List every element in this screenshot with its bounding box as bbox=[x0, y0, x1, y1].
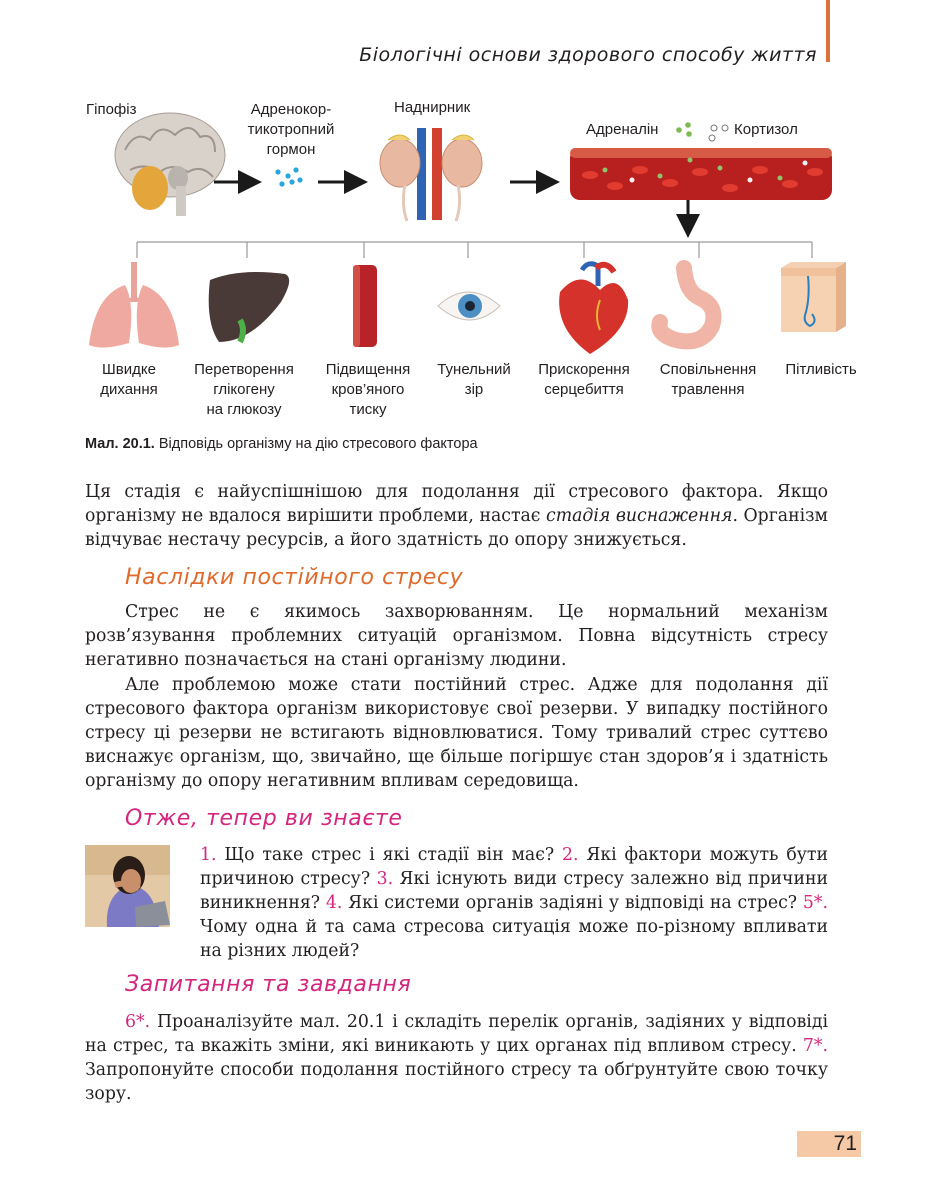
stressed-person-photo bbox=[85, 845, 170, 927]
kidney-adrenal-icon bbox=[380, 128, 482, 221]
brain-icon bbox=[115, 113, 225, 216]
figure-20-1 bbox=[0, 0, 935, 460]
tasks bbox=[85, 1010, 828, 1106]
question-4-number: 4. bbox=[325, 893, 343, 913]
lungs-icon bbox=[89, 262, 179, 348]
page-number: 71 bbox=[797, 1131, 861, 1157]
eye-icon bbox=[438, 292, 500, 320]
organ-label-line: Підвищення bbox=[325, 361, 411, 378]
organ-label-line: Перетворення bbox=[194, 361, 294, 378]
organ-label-line: Тунельний bbox=[437, 361, 511, 378]
stomach-icon bbox=[659, 268, 713, 341]
label-adrenaline: Адреналін bbox=[586, 121, 659, 138]
question-2: Які фактори можуть бути причиною стресу? bbox=[200, 845, 828, 889]
organ-label-eye bbox=[428, 360, 520, 400]
organ-label-liver bbox=[182, 360, 306, 420]
label-acth-line2: тикотропний bbox=[247, 121, 335, 138]
question-2-number: 2. bbox=[562, 845, 579, 865]
paragraph-1-text-end: . Організм відчуває нестачу ресурсів, а його здатність до опору знижується. bbox=[85, 506, 828, 550]
organ-label-line: кров’яного bbox=[331, 381, 405, 398]
label-acth-line1: Адренокор- bbox=[250, 101, 332, 118]
label-pituitary: Гіпофіз bbox=[86, 101, 137, 118]
heading-questions-tasks: Запитання та завдання bbox=[125, 972, 412, 997]
paragraph-3: Але проблемою може стати постійний стрес. Адже для подолання дії стресового фактора організм використовує свої резерви. У випадку постійного стресу ці резерви не встигають відновлюватися. Тому тривалий стрес суттєво виснажує організм, що, звичайно, ще більше погіршує стан здоров’я і здатність організму до опору негативним впливам середовища. bbox=[85, 675, 828, 791]
organ-label-line: Пітливість bbox=[785, 361, 857, 378]
organ-label-line: зір bbox=[464, 381, 484, 398]
task-6-number: 6*. bbox=[125, 1012, 151, 1032]
question-4: Які системи органів задіяні у відповіді на стрес? bbox=[342, 893, 803, 913]
question-5: Чому одна й та сама стресова ситуація може по-різному впливати на різних людей? bbox=[200, 917, 828, 961]
cortisol-dots-icon bbox=[709, 125, 728, 141]
blood-vessel-long-icon bbox=[570, 148, 832, 200]
organ-label-line: Прискорення bbox=[538, 361, 630, 378]
label-acth-line3: гормон bbox=[266, 141, 316, 158]
question-3-number: 3. bbox=[376, 869, 394, 889]
organ-label-heart bbox=[526, 360, 642, 400]
organ-label-line: Швидке bbox=[102, 361, 156, 378]
acth-dots-icon bbox=[275, 167, 302, 186]
caption-text: Відповідь організму на дію стресового фактора bbox=[154, 436, 478, 452]
organ-label-line: глікогену bbox=[213, 381, 275, 398]
organ-label-line: серцебиття bbox=[544, 381, 624, 398]
task-7-number: 7*. bbox=[802, 1036, 828, 1056]
organ-label-line: тиску bbox=[349, 401, 387, 418]
running-title: Біологічні основи здорового способу життя bbox=[359, 44, 817, 66]
review-questions bbox=[200, 843, 828, 963]
label-adrenal: Наднирник bbox=[394, 99, 471, 116]
organ-label-line: травлення bbox=[671, 381, 745, 398]
question-5-number: 5*. bbox=[802, 893, 828, 913]
task-7: Запропонуйте способи подолання постійного стресу та обґрунтуйте свою точку зору. bbox=[85, 1060, 828, 1104]
heading-now-you-know: Отже, тепер ви знаєте bbox=[125, 806, 403, 831]
stressed-person-icon bbox=[85, 845, 170, 927]
adrenaline-dots-icon bbox=[676, 122, 692, 137]
label-cortisol: Кортизол bbox=[734, 121, 798, 138]
term-exhaustion-stage: стадія виснаження bbox=[546, 506, 733, 526]
heading-consequences: Наслідки постійного стресу bbox=[125, 565, 464, 590]
question-3: Які існують види стресу залежно від причини виникнення? bbox=[200, 869, 828, 913]
connector-tree bbox=[137, 242, 812, 258]
figure-caption bbox=[85, 436, 478, 452]
label-acth bbox=[236, 100, 346, 160]
question-1-number: 1. bbox=[200, 845, 217, 865]
task-6: Проаналізуйте мал. 20.1 і складіть перелік органів, задіяних у відповіді на стрес, та вкажіть зміни, які виникають у цих органах під впливом стресу. bbox=[85, 1012, 828, 1056]
blood-vessel-icon bbox=[353, 265, 377, 347]
paragraph-1-text: Ця стадія є найуспішнішою для подолання дії стресового фактора. Якщо організму не вдалося вирішити проблеми, настає bbox=[85, 482, 828, 526]
skin-sweat-gland-icon bbox=[781, 262, 846, 332]
organ-label-line: дихання bbox=[100, 381, 158, 398]
paragraph-1 bbox=[85, 480, 828, 552]
organ-label-vessel bbox=[316, 360, 420, 420]
organ-label-line: Сповільнення bbox=[659, 361, 757, 378]
paragraph-2: Стрес не є якимось захворюванням. Це нормальний механізм розв’язування проблемних ситуацій організмом. Повна відсутність стресу негативно позначається на стані організму людини. bbox=[85, 602, 828, 670]
liver-icon bbox=[209, 272, 289, 342]
heart-icon bbox=[559, 264, 628, 354]
organ-label-line: на глюкозу bbox=[206, 401, 282, 418]
question-1: Що таке стрес і які стадії він має? bbox=[216, 845, 563, 865]
caption-label: Мал. 20.1. bbox=[85, 436, 155, 452]
organ-label-skin bbox=[774, 360, 868, 380]
organ-label-stomach bbox=[648, 360, 768, 400]
organ-label-lungs bbox=[82, 360, 176, 400]
